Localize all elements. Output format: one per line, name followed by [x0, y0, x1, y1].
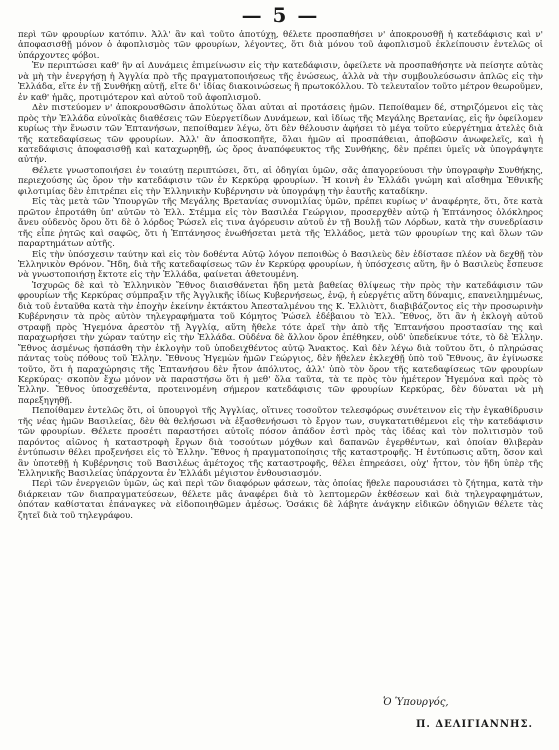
signature-name: Π. ΔΕΛΙΓΙΑΝΝΗΣ.: [415, 719, 533, 730]
signature-block: [333, 696, 533, 734]
page-number: — 5 —: [241, 3, 320, 27]
paragraph: Ἐν περιπτώσει καθ' ἣν αἱ Δυνάμεις ἐπιμείνωσιν εἰς τὴν κατεδάφισιν, ὀφείλετε νὰ προσπαθήσητε νὰ πείσητε αὐτὰς νὰ μὴ τὴν ἐνεργήσῃ ἡ Ἀγγλία πρὸ τῆς πραγματοποιήσεως τῆς ἑνώσεως, ἀλλὰ νὰ τὴν συμβουλεύσωσιν ἁπλῶς εἰς τὴν Ἑλλάδα, εἴτε ἐν τῇ Συνθήκῃ αὐτῇ, εἴτε δι' ἰδίας διακοινώσεως ἢ πρωτοκόλλου. Τὸ τελευταῖον τοῦτο μέτρον θεωροῦμεν, ἐν καθ' ἡμᾶς, προτιμότερον καὶ αὐτοῦ τοῦ ἀφοπλισμοῦ.: [18, 61, 543, 103]
paragraph: Θέλετε γνωστοποιήσει ἐν τοιαύτῃ περιπτώσει, ὅτι, αἱ ὁδηγίαι ὑμῶν, σᾶς ἀπαγορεύουσι τὴν ὑπογραφὴν Συνθήκης, περιεχούσης ὡς ὅρον τὴν κατεδάφισιν τῶν ἐν Κερκύρᾳ φρουρίων. Ἡ κοινὴ ἐν Ἑλλάδι γνώμη καὶ αἴσθημα Ἐθνικῆς φιλοτιμίας δὲν ἐπιτρέπει εἰς τὴν Ἑλληνικὴν Κυβέρνησιν νὰ ὑπογράψῃ τὴν ἑαυτῆς καταδίκην.: [18, 165, 543, 197]
paragraph: Δὲν πιστεύομεν ν' ἀποκρουσθῶσιν ἀπολύτως ὅλαι αὐται αἱ προτάσεις ἡμῶν. Πεποίθαμεν δέ, στηριζόμενοι εἰς τὰς πρὸς τὴν Ἑλλάδα εὐνοϊκὰς διαθέσεις τῶν Εὐεργετίδων Δυνάμεων, καὶ ἰδίως τῆς Μεγάλης Βρετανίας, εἰς ἣν ὀφείλομεν κυρίως τὴν ἕνωσιν τῶν Ἑπτανήσων, πεποίθαμεν λέγω, ὅτι δὲν θέλουσιν ἀφήσει τὸ μέγα τοῦτο εὐεργέτημα ἀτελὲς διὰ τῆς κατεδαφίσεως τῶν φρουρίων. Ἀλλ' ἂν ἀποσκοπῆτε, ὅλαι ἡμῶν αἱ προσπάθειαι, ἀποβῶσιν ἀνωφελεῖς, καὶ ἡ κατεδάφισις ἀποφασισθῇ καὶ καταχωρηθῇ, ὡς ὅρος ἀναπόφευκτος τῆς Συνθήκης, δὲν πρέπει ὑμεῖς νὰ ὑπογράψητε αὐτήν.: [18, 103, 543, 166]
paragraph: Ἰσχυρῶς δὲ καὶ τὸ Ἑλληνικὸν Ἔθνος διαισθάνεται ἤδη μετὰ βαθείας θλίψεως τὴν πρὸς τὴν κατεδάφισιν τῶν φρουρίων τῆς Κερκύρας σύμπραξιν τῆς Ἀγγλικῆς ἰδίως Κυβερνήσεως, ἐνῷ, ἡ εὐεργέτις αὕτη δύναμις, επανειλημμένως, διὰ τοῦ ἐνταῦθα κατὰ τὴν ἐποχὴν ἐκείνην ἐκτάκτου Ἀπεσταλμένου της Κ. Ἐλλιὸττ, διαβιβάζοντος εἰς τὴν προσωρινὴν Κυβέρνησιν τὰ πρὸς αὐτὸν τηλεγραφήματα τοῦ Κόμητος Ῥώσελ ἐδέβαιου τὸ Ἑλλ. Ἔθνος, ὅτι ἂν ἡ ἐκλογὴ αὐτοῦ στραφῇ πρὸς Ἡγεμόνα ἀρεστὸν τῇ Ἀγγλίᾳ, αὕτη ἤθελε τότε ἀρεῖ τὴν ἀπὸ τῆς Ἑπτανήσου προστασίαν της καὶ παραχωρήσει τὴν χώραν ταύτην εἰς τὴν Ἑλλάδα. Οὐδένα δὲ ἄλλον ὅρον ἐπέθηκεν, οὐδ' ὑπεδείκνυε τότε, τὸ δὲ Ἑλλην. Ἔθνος ἀσμένως ἠσπάσθη τὴν ἐκλογὴν τοῦ ὑποδειχθέντος αὐτῷ Ἄνακτος. Καὶ δὲν λέγω διὰ τοῦτου ὅτι, ὁ πληρώσας πάντας τοὺς πόθους τοῦ Ἑλλην. Ἔθνους Ἡγεμὼν ἡμῶν Γεώργιος, δὲν ἤθελεν ἐκλεχθῇ ὑπὸ τοῦ Ἔθνους, ἂν ἐγίνωσκε τοῦτο, ὅτι ἡ παραχώρησις τῆς Ἑπτανήσου δὲν ἦτον ἀπόλυτος, ἀλλ' ὑπὸ τὸν ὅρον τῆς κατεδαφίσεως τῶν φρουρίων Κερκύρας· σκοπὸν ἔχω μόνον νὰ παραστήσω ὅτι ἡ μεθ' ὅλα ταῦτα, τὰ τε πρὸς τὸν ἡμέτερον Ἡγεμόνα καὶ πρὸς τὸ Ἑλλην. Ἔθνος ὑποσχεθέντα, προτεινομένη σήμερον κατεδάφισις τῶν φρουρίων Κερκύρας, δὲν δύναται νὰ μὴ παρεξηγηθῇ.: [18, 280, 543, 406]
signature-title: Ὁ Ὑπουργός,: [383, 697, 449, 708]
paragraph: Πεποίθαμεν ἐντελῶς ὅτι, οἱ ὑπουργοὶ τῆς Ἀγγλίας, οἵτινες τοσοῦτον τελεσφόρως συνέτεινον εἰς τὴν ἐγκαθίδρυσιν τῆς νέας ἡμῶν Βασιλείας, δὲν θὰ θελήσωσι νὰ ἐξασθενήσωσι τὸ ἔργον των, συγκατατιθέμενοι εἰς τὴν κατεδάφισιν τῶν φρουρίων. Θέλετε προσέτι παραστήσει αὐτοῖς πόσον ἀπάδον ἐστὶ πρὸς τὰς ἰδέας καὶ τὸν πολιτισμὸν τοῦ παρόντος αἰῶνος ἡ καταστροφὴ ἔργων διὰ τοσούτων μόχθων καὶ δαπανῶν ἐγερθέντων, καὶ ὁποίαν θλιβερὰν ἐντύπωσιν θέλει προξενήσει εἰς τὸ Ἑλλην. Ἔθνος ἡ πραγματοποίησις τῆς καταστροφῆς. Ἡ ἐντύπωσις αὕτη, ὅσον καὶ ἂν ὑποτεθῇ ἡ Κυβέρνησις τοῦ Βασιλέως ἀμέτοχος τῆς καταστροφῆς, θέλει ἐπηρεάσει, οὐχ' ἧττον, τὸν ἥδη ὑπὲρ τῆς Ἑλληνικῆς Βασιλείας ὑπάρχοντα ἐν Ἑλλάδι μέγιστον ἐνθουσιασμόν.: [18, 406, 543, 480]
paragraph: Εἰς τὰς μετὰ τῶν Ὑπουργῶν τῆς Μεγάλης Βρετανίας συνομιλίας ὑμῶν, πρέπει κυρίως ν' ἀναφέρητε, ὅτι, ὅτε κατὰ πρῶτον ἐπροτάθη ὑπ' αὐτῶν τὸ Ἑλλ. Στέμμα εἰς τὸν Βασιλέα Γεώργιον, προσερχθὲν αὐτῷ ἡ Ἑπτάνησος ὁλόκληρος ἄνευ οὐδενὸς ὅρου ὅτι δὲ ὁ λόρδος Ῥώσελ εἰς τινα ἀγόρευσιν αὐτοῦ ἐν τῇ Βουλῇ τῶν Λόρδων, κατὰ τὴν συνεδρίασιν τῆς εἶπε ῥητῶς καὶ σαφῶς, ὅτι ἡ Ἑπτάνησος ἑνωθήσεται μετὰ τῆς Ἑλλάδος, μετὰ τῶν φρουρίων της καὶ ὅλων τῶν παραρτημάτων αὐτῆς.: [18, 197, 543, 250]
paragraph: Εἰς τὴν ὑπόσχεσιν ταύτην καὶ εἰς τὸν δοθέντα Αὐτῷ λόγον πεποιθὼς ὁ Βασιλεὺς δὲν ἐδίστασε πλέον νὰ δεχθῇ τὸν Ἑλληνικὸν Θρόνον. Ἤδη, διὰ τῆς κατεδαφίσεως τῶν ἐν Κερκύρᾳ φρουρίων, ἡ ὑπόσχεσις αὕτη, ἣν ὁ Βασιλεὺς ἔσπευσε νὰ γνωστοποιήσῃ ἔκτοτε εἰς τὴν Ἑλλάδα, φαίνεται ἀθετουμένη.: [18, 249, 543, 281]
body-text: [18, 30, 543, 521]
paragraph: περὶ τῶν φρουρίων κατόπιν. Ἀλλ' ἂν καὶ τοῦτο ἀποτύχῃ, θέλετε προσπαθήσει ν' ἀποκρουσθῇ ἡ κατεδάφισις καὶ ν' ἀποφασισθῇ μόνον ὁ ἀφοπλισμὸς τῶν φρουρίων, λέγοντες, ὅτι διὰ μόνου τοῦ ἀφοπλισμοῦ ἐκλείπουσιν ἐντελῶς οἱ ὑπάρχοντες φόβοι.: [18, 30, 543, 61]
paragraph: Περὶ τῶν ἐνεργειῶν ὑμῶν, ὡς καὶ περὶ τῶν διαφόρων φάσεων, τὰς ὁποίας ἤθελε παρουσιάσει τὸ ζήτημα, κατὰ τὴν διάρκειαν τῶν διαπραγματεύσεων, θέλετε μᾶς ἀναφέρει διὰ τὸ λεπτομερῶν ἐκθέσεων καὶ διὰ τηλεγραφημάτων, ὁπόταν καθίσταται ἐπάναγκες νὰ εἰδοποιηθῶμεν ἀμέσως. Ὁσάκις δὲ λάβητε ἀνάγκην εἰδικῶν ὁδηγιῶν θέλετε τὰς ζητεῖ διὰ τοῦ τηλεγράφου.: [18, 479, 543, 521]
